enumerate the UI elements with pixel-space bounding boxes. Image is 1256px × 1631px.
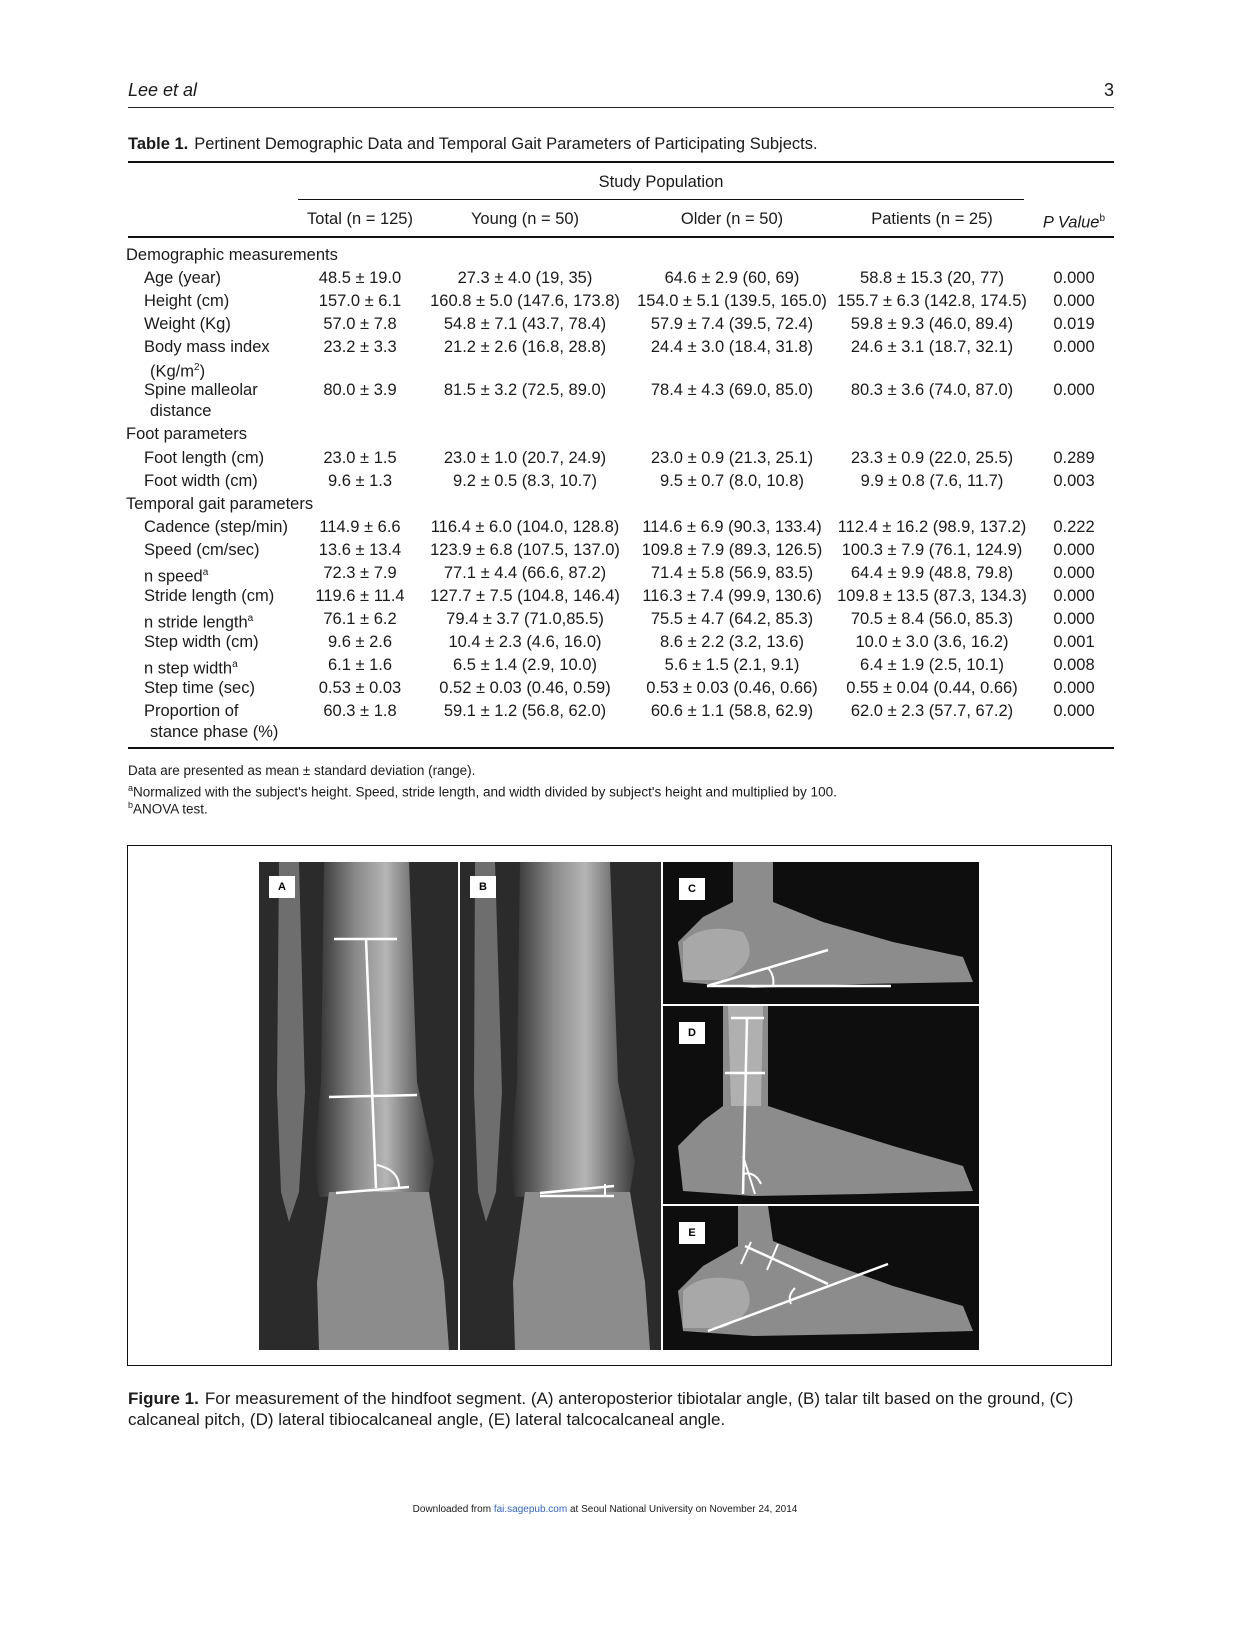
xray-panel-d <box>663 1006 979 1204</box>
cell-total: 57.0 ± 7.8 <box>323 315 397 333</box>
cell-older: 109.8 ± 7.9 (89.3, 126.5) <box>641 541 823 559</box>
cell-pvalue: 0.000 <box>1053 541 1095 559</box>
cell-older: 8.6 ± 2.2 (3.2, 13.6) <box>660 633 804 651</box>
row-label: n speed$^a$ <box>144 567 209 586</box>
cell-patients: 10.0 ± 3.0 (3.6, 16.2) <box>855 633 1009 651</box>
cell-patients: 6.4 ± 1.9 (2.5, 10.1) <box>860 656 1004 674</box>
col-header-total: Total (n = 125) <box>307 210 413 228</box>
cell-total: 60.3 ± 1.8 <box>323 702 397 720</box>
header-bottom-rule <box>128 236 1114 238</box>
cell-total: 72.3 ± 7.9 <box>323 564 397 582</box>
cell-young: 21.2 ± 2.6 (16.8, 28.8) <box>443 338 607 356</box>
running-header-authors: Lee et al <box>128 80 198 100</box>
panel-label-d: D <box>679 1022 705 1044</box>
cell-total: 9.6 ± 1.3 <box>327 472 393 490</box>
row-label: Age (year) <box>144 269 222 287</box>
cell-patients: 0.55 ± 0.04 (0.44, 0.66) <box>846 679 1018 697</box>
cell-young: 23.0 ± 1.0 (20.7, 24.9) <box>443 449 607 467</box>
col-header-pvalue: P Value$^b$ <box>1042 213 1106 232</box>
cell-young: 0.52 ± 0.03 (0.46, 0.59) <box>439 679 611 697</box>
page-number: 3 <box>1103 80 1114 100</box>
cell-young: 123.9 ± 6.8 (107.5, 137.0) <box>430 541 620 559</box>
cell-pvalue: 0.000 <box>1053 269 1095 287</box>
cell-older: 116.3 ± 7.4 (99.9, 130.6) <box>642 587 822 605</box>
header-rule <box>128 107 1114 108</box>
cell-young: 81.5 ± 3.2 (72.5, 89.0) <box>443 381 607 399</box>
cell-older: 0.53 ± 0.03 (0.46, 0.66) <box>646 679 818 697</box>
cell-young: 116.4 ± 6.0 (104.0, 128.8) <box>430 518 620 536</box>
row-label-cont: stance phase (%) <box>150 723 279 741</box>
row-label: Cadence (step/min) <box>144 518 288 536</box>
cell-pvalue: 0.000 <box>1053 564 1095 582</box>
table-top-rule <box>128 161 1114 163</box>
cell-total: 157.0 ± 6.1 <box>318 292 402 310</box>
source-link[interactable]: fai.sagepub.com <box>493 1504 568 1515</box>
panel-label-b: B <box>470 876 496 898</box>
cell-older: 60.6 ± 1.1 (58.8, 62.9) <box>650 702 814 720</box>
cell-patients: 100.3 ± 7.9 (76.1, 124.9) <box>841 541 1023 559</box>
cell-older: 154.0 ± 5.1 (139.5, 165.0) <box>637 292 827 310</box>
cell-total: 114.9 ± 6.6 <box>319 518 401 536</box>
cell-young: 79.4 ± 3.7 (71.0,85.5) <box>446 610 604 628</box>
cell-pvalue: 0.000 <box>1053 381 1095 399</box>
cell-total: 48.5 ± 19.0 <box>318 269 402 287</box>
cell-patients: 109.8 ± 13.5 (87.3, 134.3) <box>837 587 1027 605</box>
cell-patients: 70.5 ± 8.4 (56.0, 85.3) <box>850 610 1014 628</box>
xray-panel-c <box>663 862 979 1004</box>
table-caption-text: Pertinent Demographic Data and Temporal Gait Parameters of Participating Subjects. <box>194 135 818 153</box>
cell-total: 23.2 ± 3.3 <box>323 338 397 356</box>
cell-young: 54.8 ± 7.1 (43.7, 78.4) <box>443 315 607 333</box>
cell-older: 64.6 ± 2.9 (60, 69) <box>664 269 800 287</box>
section-temporal: Temporal gait parameters <box>126 495 314 513</box>
cell-older: 5.6 ± 1.5 (2.1, 9.1) <box>664 656 800 674</box>
cell-pvalue: 0.019 <box>1053 315 1095 333</box>
figure-caption-text: For measurement of the hindfoot segment. (A) anteroposterior tibiotalar angle, (B) talar tilt based on the ground, (C) calcaneal pitch, (D) lateral tibiocalcaneal angle, (E) lateral talcocalcaneal angle. <box>128 1389 1074 1429</box>
group-header-rule <box>298 199 1024 200</box>
cell-total: 76.1 ± 6.2 <box>323 610 397 628</box>
row-label: Speed (cm/sec) <box>144 541 260 559</box>
section-demographic: Demographic measurements <box>126 246 338 264</box>
cell-older: 75.5 ± 4.7 (64.2, 85.3) <box>650 610 814 628</box>
row-label: Spine malleolar <box>144 381 258 399</box>
cell-total: 23.0 ± 1.5 <box>323 449 397 467</box>
row-label: Step time (sec) <box>144 679 255 697</box>
cell-total: 80.0 ± 3.9 <box>323 381 397 399</box>
cell-young: 6.5 ± 1.4 (2.9, 10.0) <box>453 656 597 674</box>
footnote-b: $^b$ANOVA test. <box>128 800 208 817</box>
cell-older: 9.5 ± 0.7 (8.0, 10.8) <box>660 472 804 490</box>
cell-pvalue: 0.000 <box>1053 587 1095 605</box>
cell-young: 59.1 ± 1.2 (56.8, 62.0) <box>443 702 607 720</box>
cell-pvalue: 0.001 <box>1053 633 1095 651</box>
cell-pvalue: 0.000 <box>1053 702 1095 720</box>
cell-total: 13.6 ± 13.4 <box>318 541 402 559</box>
table-bottom-rule <box>128 747 1114 749</box>
cell-pvalue: 0.222 <box>1053 518 1095 536</box>
cell-older: 24.4 ± 3.0 (18.4, 31.8) <box>650 338 814 356</box>
cell-young: 9.2 ± 0.5 (8.3, 10.7) <box>453 472 597 490</box>
row-label: n step width$^a$ <box>144 659 238 678</box>
cell-total: 119.6 ± 11.4 <box>315 587 405 605</box>
cell-total: 0.53 ± 0.03 <box>318 679 402 697</box>
row-label: Step width (cm) <box>144 633 259 651</box>
row-label-cont: $(Kg/m^2)$ <box>150 362 206 381</box>
panel-label-e: E <box>679 1222 705 1244</box>
footnote-a: $^a$Normalized with the subject's height. Speed, stride length, and width divided by subject's height and multiplied by 100. <box>128 783 837 800</box>
col-header-patients: Patients (n = 25) <box>871 210 993 228</box>
cell-pvalue: 0.008 <box>1053 656 1095 674</box>
figure-caption <box>128 1388 1088 1430</box>
row-label: Foot width (cm) <box>144 472 258 490</box>
cell-older: 57.9 ± 7.4 (39.5, 72.4) <box>650 315 814 333</box>
cell-young: 10.4 ± 2.3 (4.6, 16.0) <box>448 633 602 651</box>
panel-label-a: A <box>269 876 295 898</box>
cell-patients: 24.6 ± 3.1 (18.7, 32.1) <box>850 338 1014 356</box>
cell-patients: 9.9 ± 0.8 (7.6, 11.7) <box>860 472 1004 490</box>
row-label-cont: distance <box>150 402 212 420</box>
cell-young: 127.7 ± 7.5 (104.8, 146.4) <box>430 587 620 605</box>
row-label: Stride length (cm) <box>144 587 275 605</box>
table-caption <box>128 135 818 154</box>
cell-patients: 23.3 ± 0.9 (22.0, 25.5) <box>850 449 1014 467</box>
cell-patients: 112.4 ± 16.2 (98.9, 137.2) <box>837 518 1027 536</box>
col-header-young: Young (n = 50) <box>470 210 580 228</box>
cell-pvalue: 0.003 <box>1053 472 1095 490</box>
table-label: Table 1. <box>128 135 189 153</box>
cell-total: 9.6 ± 2.6 <box>327 633 393 651</box>
xray-panel-a <box>259 862 458 1350</box>
col-header-older: Older (n = 50) <box>680 210 784 228</box>
row-label: n stride length$^a$ <box>144 613 254 632</box>
footnote-data-note: Data are presented as mean ± standard deviation (range). <box>128 763 476 778</box>
cell-young: 77.1 ± 4.4 (66.6, 87.2) <box>443 564 607 582</box>
xray-panel-e <box>663 1206 979 1350</box>
section-foot: Foot parameters <box>126 425 248 443</box>
cell-young: 27.3 ± 4.0 (19, 35) <box>457 269 593 287</box>
row-label: Foot length (cm) <box>144 449 265 467</box>
row-label: Weight (Kg) <box>144 315 231 333</box>
group-header: Study Population <box>598 173 724 191</box>
cell-older: 78.4 ± 4.3 (69.0, 85.0) <box>650 381 814 399</box>
row-label: Proportion of <box>144 702 239 720</box>
cell-pvalue: 0.289 <box>1053 449 1095 467</box>
cell-pvalue: 0.000 <box>1053 292 1095 310</box>
cell-pvalue: 0.000 <box>1053 679 1095 697</box>
figure-label: Figure 1. <box>128 1389 199 1408</box>
cell-patients: 64.4 ± 9.9 (48.8, 79.8) <box>850 564 1014 582</box>
cell-older: 114.6 ± 6.9 (90.3, 133.4) <box>642 518 822 536</box>
cell-older: 71.4 ± 5.8 (56.9, 83.5) <box>650 564 814 582</box>
cell-older: 23.0 ± 0.9 (21.3, 25.1) <box>650 449 814 467</box>
xray-panel-b <box>460 862 661 1350</box>
cell-pvalue: 0.000 <box>1053 338 1095 356</box>
cell-pvalue: 0.000 <box>1053 610 1095 628</box>
cell-young: 160.8 ± 5.0 (147.6, 173.8) <box>430 292 620 310</box>
cell-patients: 155.7 ± 6.3 (142.8, 174.5) <box>837 292 1027 310</box>
row-label: Body mass index <box>144 338 270 356</box>
cell-patients: 62.0 ± 2.3 (57.7, 67.2) <box>850 702 1014 720</box>
download-footer: Downloaded from fai.sagepub.com at Seoul National University on November 24, 2014 <box>412 1504 798 1515</box>
cell-patients: 80.3 ± 3.6 (74.0, 87.0) <box>850 381 1014 399</box>
panel-label-c: C <box>679 878 705 900</box>
cell-patients: 59.8 ± 9.3 (46.0, 89.4) <box>850 315 1014 333</box>
cell-patients: 58.8 ± 15.3 (20, 77) <box>860 269 1004 287</box>
cell-total: 6.1 ± 1.6 <box>327 656 393 674</box>
row-label: Height (cm) <box>144 292 230 310</box>
